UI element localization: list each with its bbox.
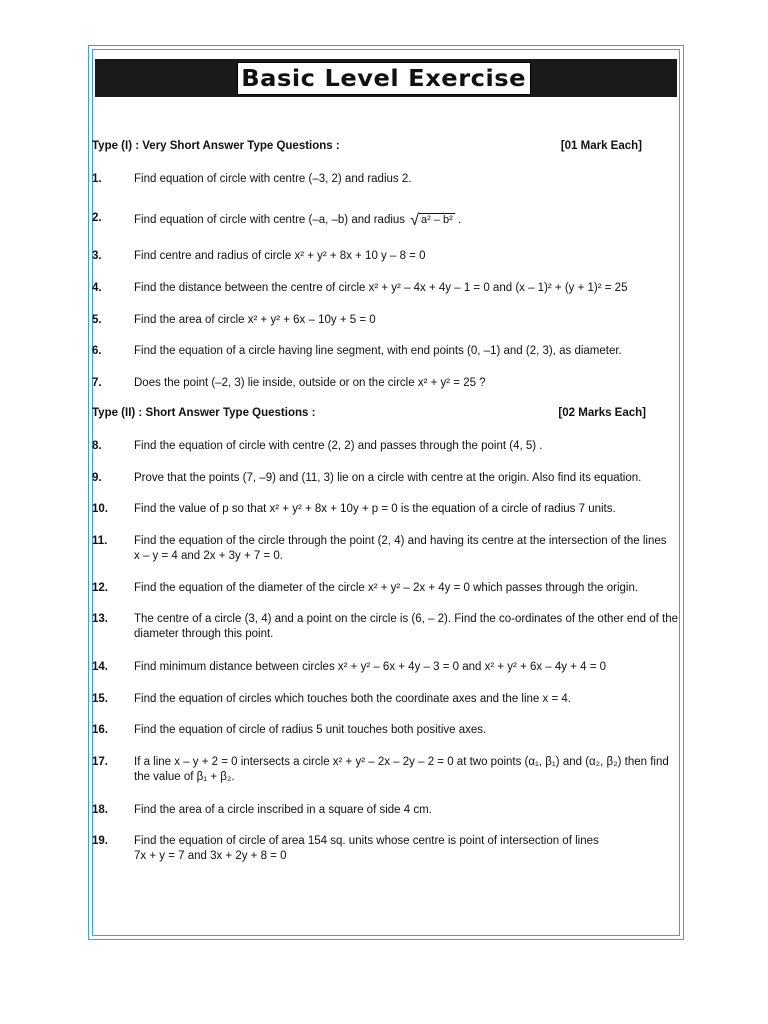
question-text	[134, 471, 676, 486]
question-number: 15.	[92, 693, 108, 705]
question-text	[134, 502, 676, 517]
question-text	[134, 313, 676, 328]
question-text	[134, 612, 676, 642]
question-number: 7.	[92, 377, 102, 389]
question-line: 7x + y = 7 and 3x + 2y + 8 = 0	[134, 850, 287, 862]
question-text-tail: .	[454, 214, 462, 226]
question-line: Find the equation of the diameter of the circle x² + y² – 2x + 4y = 0 which passes through the origin.	[134, 582, 639, 594]
question-line: diameter through this point.	[134, 628, 274, 640]
question-text	[134, 834, 676, 864]
question-text-main: Find equation of circle with centre (–a, –b) and radius	[134, 214, 409, 226]
question-line: Does the point (–2, 3) lie inside, outside or on the circle x² + y² = 25 ?	[134, 377, 486, 389]
question-line: x – y = 4 and 2x + 3y + 7 = 0.	[134, 550, 283, 562]
header-box	[237, 62, 531, 95]
question-text	[134, 211, 676, 228]
question-line: Find equation of circle with centre (–3, 2) and radius 2.	[134, 173, 412, 185]
question-line: Find the equation of a circle having line segment, with end points (0, –1) and (2, 3), as diameter.	[134, 345, 622, 357]
question-line: Find the area of a circle inscribed in a square of side 4 cm.	[134, 804, 432, 816]
question-number: 2.	[92, 212, 102, 224]
question-text	[134, 281, 676, 296]
question-text	[134, 344, 676, 359]
question-text	[134, 439, 676, 454]
question-number: 1.	[92, 173, 102, 185]
question-text	[134, 723, 676, 738]
question-text	[134, 376, 676, 391]
question-text	[134, 249, 676, 264]
question-line: Find the equation of circle of radius 5 unit touches both positive axes.	[134, 724, 487, 736]
question-line: Find the equation of circle of area 154 sq. units whose centre is point of intersection of lines	[134, 835, 599, 847]
question-number: 19.	[92, 835, 108, 847]
page-title: Basic Level Exercise	[241, 65, 527, 92]
question-number: 16.	[92, 724, 108, 736]
question-number: 4.	[92, 282, 102, 294]
radical-sign: √	[410, 212, 420, 229]
section-type-1	[92, 140, 652, 152]
section-label: Type (II) : Short Answer Type Questions :	[92, 407, 316, 419]
question-text	[134, 172, 676, 187]
question-number: 17.	[92, 756, 108, 768]
question-line: Find the area of circle x² + y² + 6x – 10y + 5 = 0	[134, 314, 376, 326]
question-number: 14.	[92, 661, 108, 673]
question-number: 18.	[92, 804, 108, 816]
question-number: 12.	[92, 582, 108, 594]
question-line: Prove that the points (7, –9) and (11, 3) lie on a circle with centre at the origin. Also find its equation.	[134, 472, 642, 484]
question-number: 3.	[92, 250, 102, 262]
question-line: Find the distance between the centre of circle x² + y² – 4x + 4y – 1 = 0 and (x – 1)² + (y + 1)² = 25	[134, 282, 628, 294]
radicand: a² – b²	[421, 214, 453, 226]
question-line: Find centre and radius of circle x² + y² + 8x + 10 y – 8 = 0	[134, 250, 426, 262]
question-line: Find the equation of circles which touches both the coordinate axes and the line x = 4.	[134, 693, 571, 705]
square-root-expression	[410, 211, 455, 228]
question-number: 9.	[92, 472, 102, 484]
section-label: Type (I) : Very Short Answer Type Questions :	[92, 140, 340, 152]
question-number: 13.	[92, 613, 108, 625]
question-text	[134, 803, 676, 818]
section-marks: [02 Marks Each]	[558, 407, 646, 419]
question-line: Find the value of p so that x² + y² + 8x + 10y + p = 0 is the equation of a circle of radius 7 units.	[134, 503, 616, 515]
question-number: 11.	[92, 535, 108, 547]
question-line: Find the equation of circle with centre (2, 2) and passes through the point (4, 5) .	[134, 440, 543, 452]
question-text	[134, 534, 676, 564]
question-text	[134, 660, 676, 675]
question-line: If a line x – y + 2 = 0 intersects a circle x² + y² – 2x – 2y – 2 = 0 at two points (α₁, β₁) and (α₂, β₂) then find	[134, 756, 669, 768]
question-line: The centre of a circle (3, 4) and a point on the circle is (6, – 2). Find the co-ordinates of the other end of the	[134, 613, 678, 625]
question-line: the value of β₁ + β₂.	[134, 771, 235, 783]
question-number: 8.	[92, 440, 102, 452]
question-line: Find minimum distance between circles x² + y² – 6x + 4y – 3 = 0 and x² + y² + 6x – 4y + 4 = 0	[134, 661, 607, 673]
question-number: 5.	[92, 314, 102, 326]
question-number: 10.	[92, 503, 108, 515]
question-text	[134, 581, 676, 596]
section-type-2	[92, 407, 652, 419]
question-number: 6.	[92, 345, 102, 357]
question-text	[134, 692, 676, 707]
question-text	[134, 755, 676, 785]
question-line: Find the equation of the circle through the point (2, 4) and having its centre at the intersection of the lines	[134, 535, 667, 547]
section-marks: [01 Mark Each]	[560, 140, 642, 152]
